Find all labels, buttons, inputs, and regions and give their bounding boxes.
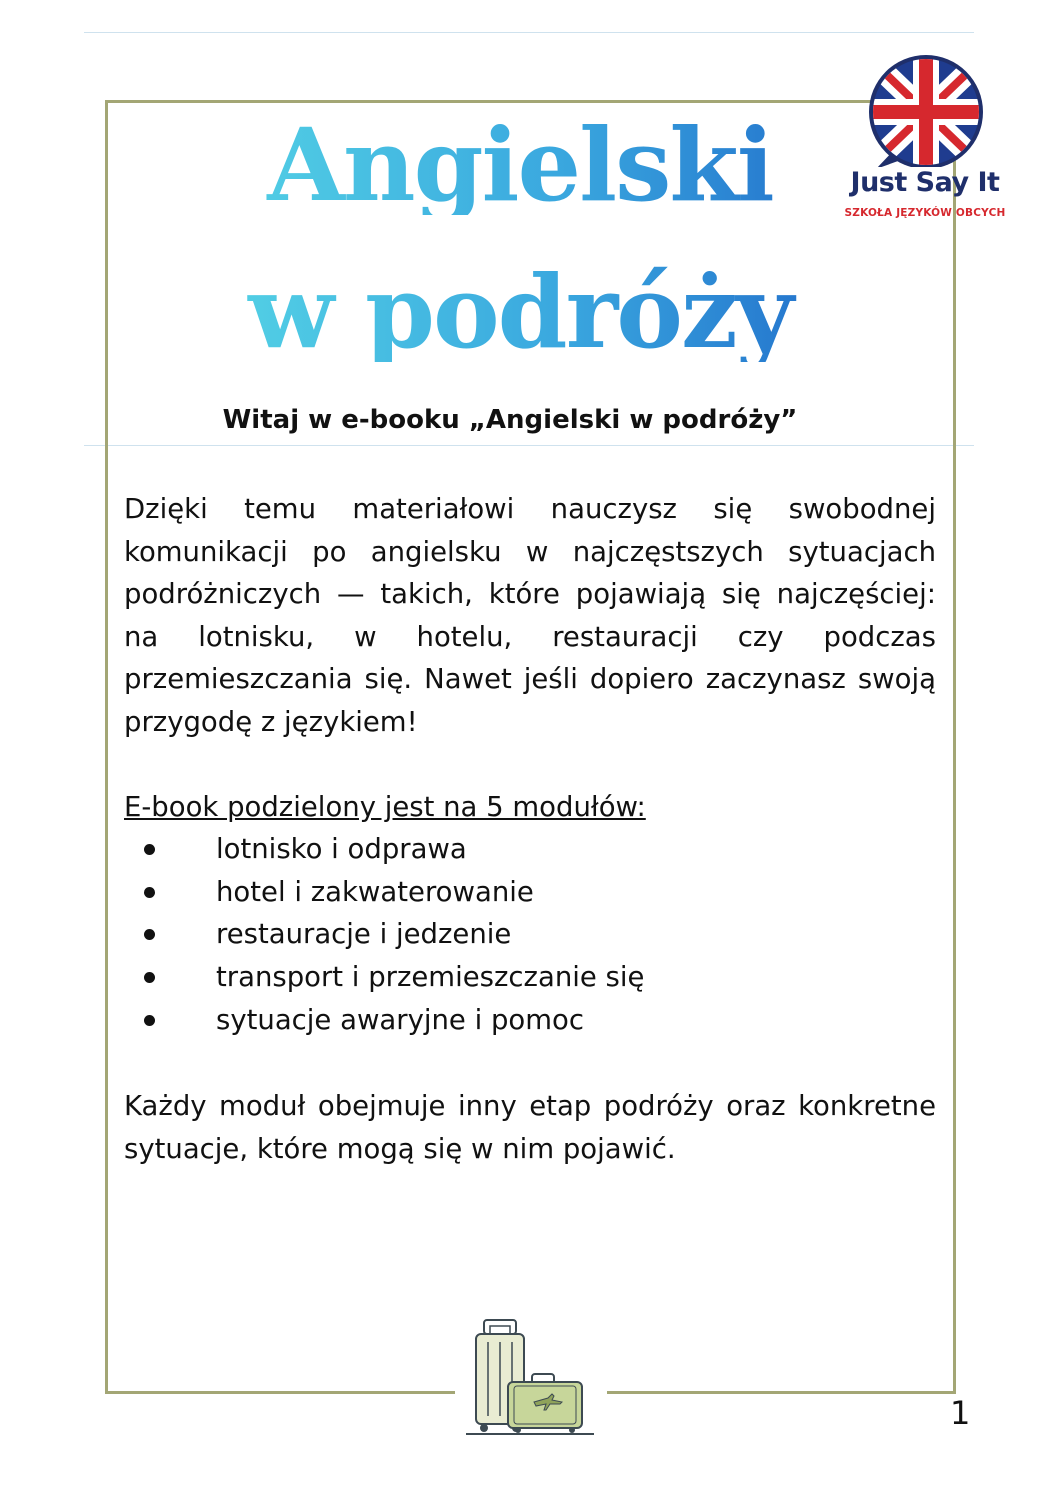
luggage-icon [462,1318,598,1436]
module-label: hotel i zakwaterowanie [216,875,534,908]
intro-paragraph: Dzięki temu materiałowi nauczysz się swobodnej komunikacji po angielsku w najczęstszych sytuacjach podróżniczych — takich, które pojawiają się najczęściej: na lotnisku, w hotelu, restauracji czy podczas przemieszczania się. Nawet jeśli dopiero zaczynasz swoją przygodę z językiem! [124,493,936,738]
outro-paragraph: Każdy moduł obejmuje inny etap podróży oraz konkretne sytuacje, które mogą się w nim pojawić. [124,1090,936,1165]
module-list [124,828,644,1041]
bullet-icon [144,929,155,940]
uk-flag-speech-bubble-icon [836,55,1014,167]
logo-name: Just Say It [850,167,1000,198]
module-label: transport i przemieszczanie się [216,961,645,994]
bullet-icon [144,887,155,898]
bullet-icon [144,844,155,855]
module-label: restauracje i jedzenie [216,918,512,951]
modules-heading: E-book podzielony jest na 5 modułów: [124,791,646,823]
list-item [124,999,644,1042]
page-number: 1 [950,1394,971,1432]
welcome-heading: Witaj w e-booku „Angielski w podróży” [222,405,798,435]
list-item [124,871,644,914]
module-label: sytuacje awaryjne i pomoc [216,1003,584,1036]
title-line-2: w podróży [150,262,890,362]
list-item [124,956,644,999]
title-line-1: Angielski [150,115,890,215]
logo-tagline: SZKOŁA JĘZYKÓW OBCYCH [844,207,1006,219]
bullet-icon [144,972,155,983]
top-divider [84,32,974,33]
list-item [124,828,644,871]
list-item [124,913,644,956]
bullet-icon [144,1015,155,1026]
school-logo [836,55,1014,225]
module-label: lotnisko i odprawa [216,833,467,865]
